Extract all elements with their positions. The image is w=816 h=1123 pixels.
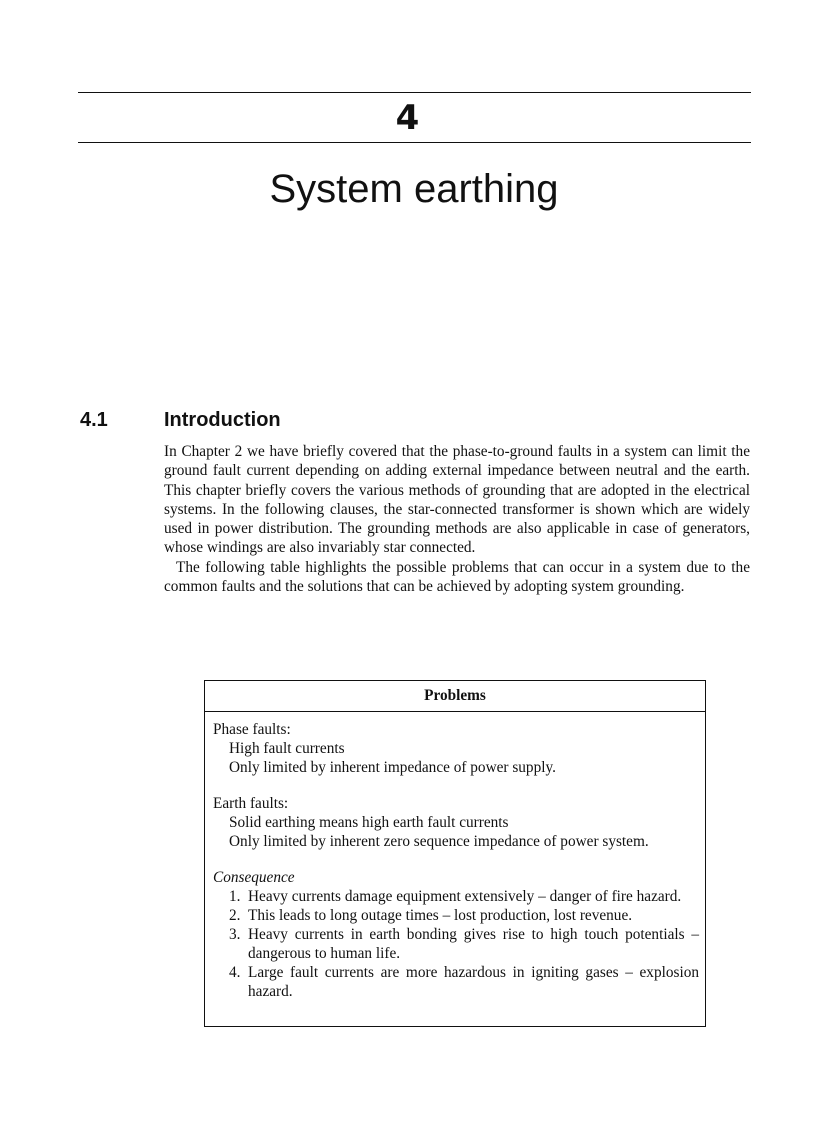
phase-faults-title: Phase faults:: [213, 721, 291, 738]
problems-table: [204, 680, 706, 1027]
consequence-text: This leads to long outage times – lost production, lost revenue.: [248, 907, 633, 924]
consequence-number: 3.: [229, 926, 241, 943]
section-body: [164, 442, 750, 596]
earth-faults-item: Solid earthing means high earth fault currents: [229, 814, 509, 831]
consequence-group: [213, 868, 699, 1001]
top-rule: [78, 92, 751, 93]
earth-faults-item: Only limited by inherent zero sequence impedance of power system.: [229, 833, 649, 850]
chapter-title: System earthing: [269, 167, 559, 211]
consequence-item: [213, 963, 699, 1001]
consequence-title: Consequence: [213, 869, 295, 886]
section-number: 4.1: [80, 409, 108, 431]
consequence-text: Heavy currents damage equipment extensively – danger of fire hazard.: [248, 888, 682, 905]
bottom-rule: [78, 142, 751, 143]
phase-faults-group: [213, 720, 699, 777]
body-paragraph: The following table highlights the possible problems that can occur in a system due to the common faults and the solutions that can be achieved by adopting system grounding.: [164, 558, 750, 596]
consequence-item: [213, 925, 699, 963]
consequence-number: 2.: [229, 907, 241, 924]
consequence-text: Large fault currents are more hazardous in igniting gases – explosion hazard.: [248, 964, 699, 1000]
problems-table-header: Problems: [205, 681, 705, 712]
consequence-text: Heavy currents in earth bonding gives rise to high touch potentials – dangerous to human life.: [248, 926, 699, 962]
body-paragraph: In Chapter 2 we have briefly covered that the phase-to-ground faults in a system can limit the ground fault current depending on adding external impedance between neutral and the earth. This chapter briefly covers the various methods of grounding that are adopted in the electrical systems. In the following clauses, the star-connected transformer is shown which are widely used in power distribution. The grounding methods are also applicable in case of generators, whose windings are also invariably star connected.: [164, 443, 750, 557]
consequence-item: [213, 906, 699, 925]
phase-faults-item: High fault currents: [229, 740, 345, 757]
consequence-number: 4.: [229, 964, 241, 981]
problems-table-body: [205, 712, 705, 1001]
section-title: Introduction: [164, 409, 281, 431]
earth-faults-group: [213, 794, 699, 851]
chapter-number: 4: [395, 98, 421, 138]
consequence-item: [213, 887, 699, 906]
phase-faults-item: Only limited by inherent impedance of power supply.: [229, 759, 556, 776]
earth-faults-title: Earth faults:: [213, 795, 289, 812]
consequence-list: [213, 887, 699, 1001]
consequence-number: 1.: [229, 888, 241, 905]
